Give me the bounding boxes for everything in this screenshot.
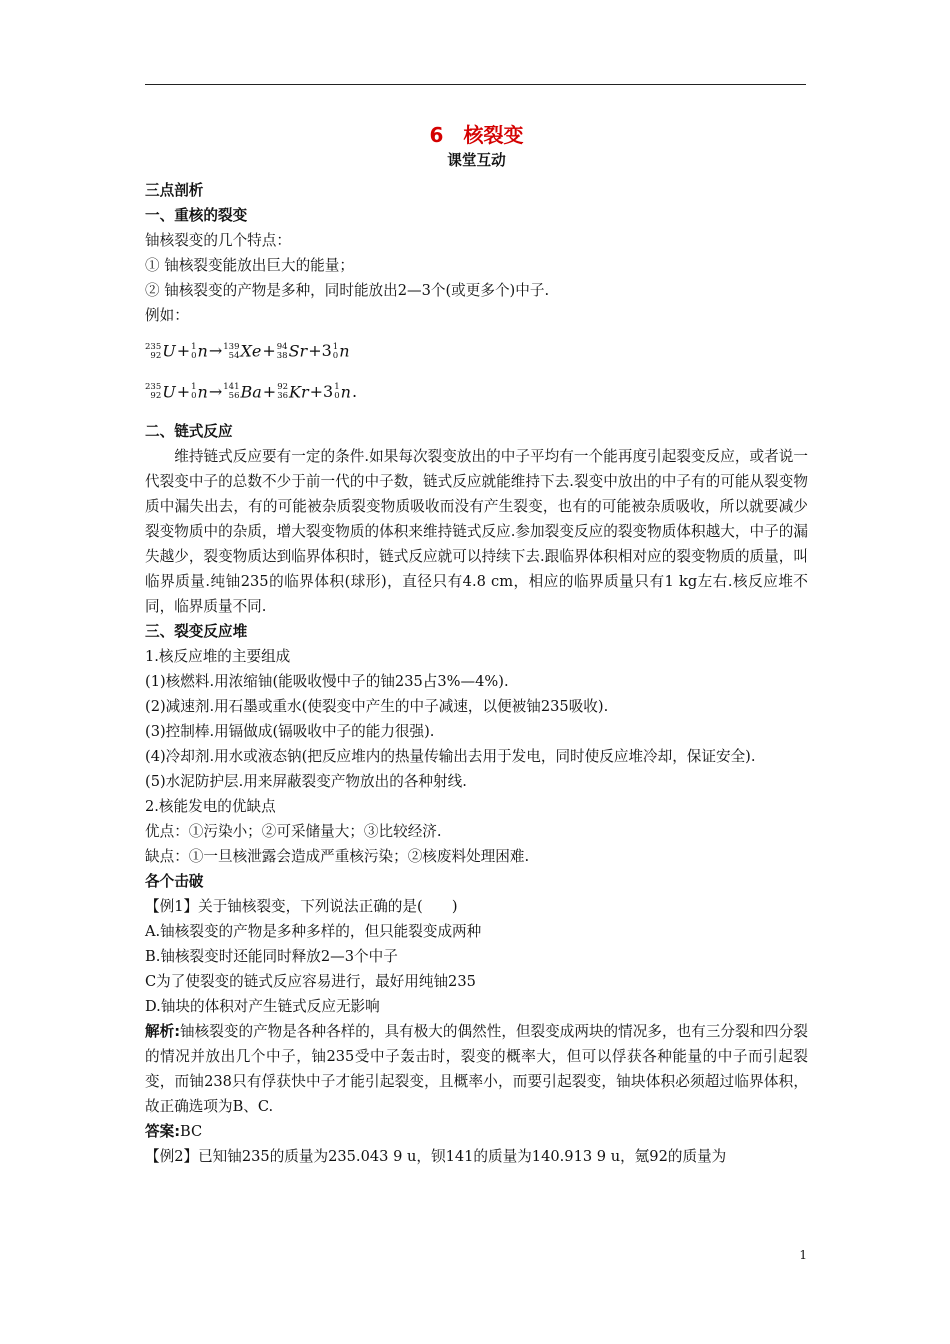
- example1-answer: [145, 1119, 808, 1144]
- reactor-line: (1)核燃料.用浓缩铀(能吸收慢中子的铀235占3%—4%).: [145, 673, 509, 690]
- option-b: B.铀核裂变时还能同时释放2—3个中子: [145, 948, 398, 965]
- answer-text: BC: [180, 1123, 203, 1140]
- atomic-number: 54: [228, 350, 240, 361]
- mass-number: 1: [191, 382, 197, 392]
- reactor-line: 2.核能发电的优缺点: [145, 798, 276, 815]
- nuclide: [334, 379, 351, 406]
- answer-label: 答案:: [145, 1123, 181, 1140]
- fission-equation-1: [145, 338, 808, 365]
- mass-number: 92: [277, 382, 289, 392]
- equation-operator: +: [262, 341, 276, 360]
- equation-operator: +3: [309, 381, 334, 401]
- section-heading-analysis: 三点剖析: [145, 182, 204, 199]
- atomic-number: 92: [150, 391, 162, 401]
- analysis-text: 铀核裂变的产物是各种各样的，具有极大的偶然性，但裂变成两块的情况多，也有三分裂和四分裂的情况并放出几个中子，铀235受中子轰击时，裂变的概率大，但可以俘获各种能量的中子而引起裂变，而铀238只有俘获快中子才能引起裂变，且概率小，而要引起裂变，铀块体积必须超过临界体积，故正确选项为B、C.: [145, 1023, 808, 1115]
- reactor-line: 1.核反应堆的主要组成: [145, 648, 291, 665]
- reactor-line: (5)水泥防护层.用来屏蔽裂变产物放出的各种射线.: [145, 773, 467, 790]
- option-c: C为了使裂变的链式反应容易进行，最好用纯铀235: [145, 973, 476, 990]
- chain-reaction-paragraph: 维持链式反应要有一定的条件.如果每次裂变放出的中子平均有一个能再度引起裂变反应，或者说一代裂变中子的总数不少于前一代的中子数，链式反应就能维持下去.裂变中放出的中子有的可能从裂变物质中漏失出去，有的可能被杂质裂变物质吸收而没有产生裂变，也有的可能被杂质吸收，所以就要减少裂变物质中的杂质，增大裂变物质的体积来维持链式反应.参加裂变反应的裂变物质体积越大，中子的漏失越少，裂变物质达到临界体积时，链式反应就可以持续下去.跟临界体积相对应的裂变物质的质量，叫临界质量.纯铀235的临界体积(球形)，直径只有4.8 cm，相应的临界质量只有1 kg左右.核反应堆不同，临界质量不同.: [145, 448, 808, 615]
- equation-tail: .: [351, 381, 358, 401]
- reactor-line: (3)控制棒.用镉做成(镉吸收中子的能力很强).: [145, 723, 435, 740]
- equation-operator: →: [208, 341, 223, 360]
- subheading-chain-reaction: 二、链式反应: [145, 423, 233, 440]
- text-line: 铀核裂变的几个特点：: [145, 232, 291, 249]
- text-line: 例如：: [145, 307, 189, 324]
- mass-number: 1: [191, 341, 197, 352]
- reactor-line: (4)冷却剂.用水或液态钠(把反应堆内的热量传输出去用于发电，同时使反应堆冷却，保证安全).: [145, 748, 756, 765]
- example1-analysis: [145, 1019, 808, 1119]
- text-line: ② 铀核裂变的产物是多种，同时能放出2—3个(或更多个)中子.: [145, 282, 550, 299]
- element-symbol: n: [197, 382, 208, 401]
- example2-question: 【例2】已知铀235的质量为235.043 9 u，钡141的质量为140.913 9 u，氪92的质量为: [145, 1148, 727, 1165]
- nuclide: [145, 338, 176, 365]
- nuclide: [333, 338, 350, 365]
- element-symbol: Xe: [240, 341, 262, 361]
- element-symbol: n: [197, 341, 208, 361]
- atomic-number: 56: [228, 391, 240, 401]
- reactor-line: 缺点：①一旦核泄露会造成严重核污染；②核废料处理困难.: [145, 848, 530, 865]
- example1-question: 【例1】关于铀核裂变，下列说法正确的是( ): [145, 898, 458, 915]
- text-line: ① 铀核裂变能放出巨大的能量；: [145, 257, 354, 274]
- element-symbol: Ba: [240, 382, 262, 401]
- option-d: D.铀块的体积对产生链式反应无影响: [145, 998, 380, 1015]
- reactor-line: (2)减速剂.用石墨或重水(使裂变中产生的中子减速，以便被铀235吸收).: [145, 698, 609, 715]
- header-rule: [145, 84, 806, 85]
- page-title: 6 核裂变: [429, 123, 524, 147]
- equation-operator: →: [208, 381, 223, 401]
- atomic-number: 36: [277, 391, 289, 401]
- equation-operator: +: [176, 381, 191, 401]
- element-symbol: Kr: [289, 382, 309, 401]
- element-symbol: n: [339, 341, 350, 361]
- nuclide: [277, 379, 308, 406]
- reactor-line: 优点：①污染小；②可采储量大；③比较经济.: [145, 823, 442, 840]
- section-heading-examples: 各个击破: [145, 873, 204, 890]
- mass-number: 1: [332, 341, 339, 352]
- mass-number: 141: [223, 382, 240, 392]
- mass-number: 139: [223, 341, 240, 352]
- mass-number: 235: [145, 341, 162, 352]
- document-body: [145, 120, 808, 1169]
- fission-equation-2: [145, 379, 808, 406]
- subheading-fission-reactor: 三、裂变反应堆: [145, 623, 248, 640]
- atomic-number: 0: [191, 350, 197, 361]
- atomic-number: 92: [150, 350, 162, 361]
- mass-number: 1: [334, 382, 340, 392]
- element-symbol: Sr: [288, 341, 308, 361]
- element-symbol: U: [162, 341, 176, 361]
- subheading-heavy-nucleus-fission: 一、重核的裂变: [145, 207, 248, 224]
- nuclide: [277, 338, 307, 365]
- equation-operator: +: [262, 381, 277, 401]
- atomic-number: 0: [332, 350, 339, 361]
- page-subtitle: 课堂互动: [447, 152, 506, 169]
- mass-number: 94: [276, 341, 288, 352]
- atomic-number: 0: [191, 391, 197, 401]
- nuclide: [191, 379, 208, 406]
- nuclide: [223, 379, 262, 406]
- nuclide: [145, 379, 176, 406]
- equation-operator: +: [176, 341, 191, 360]
- page-number: 1: [799, 1248, 807, 1262]
- atomic-number: 38: [276, 350, 288, 361]
- nuclide: [191, 338, 208, 365]
- equation-operator: +3: [308, 341, 332, 360]
- element-symbol: U: [162, 382, 176, 401]
- element-symbol: n: [340, 382, 351, 401]
- atomic-number: 0: [334, 391, 340, 401]
- option-a: A.铀核裂变的产物是多种多样的，但只能裂变成两种: [145, 923, 482, 940]
- analysis-label: 解析:: [145, 1023, 181, 1040]
- nuclide: [223, 338, 261, 365]
- mass-number: 235: [145, 382, 162, 392]
